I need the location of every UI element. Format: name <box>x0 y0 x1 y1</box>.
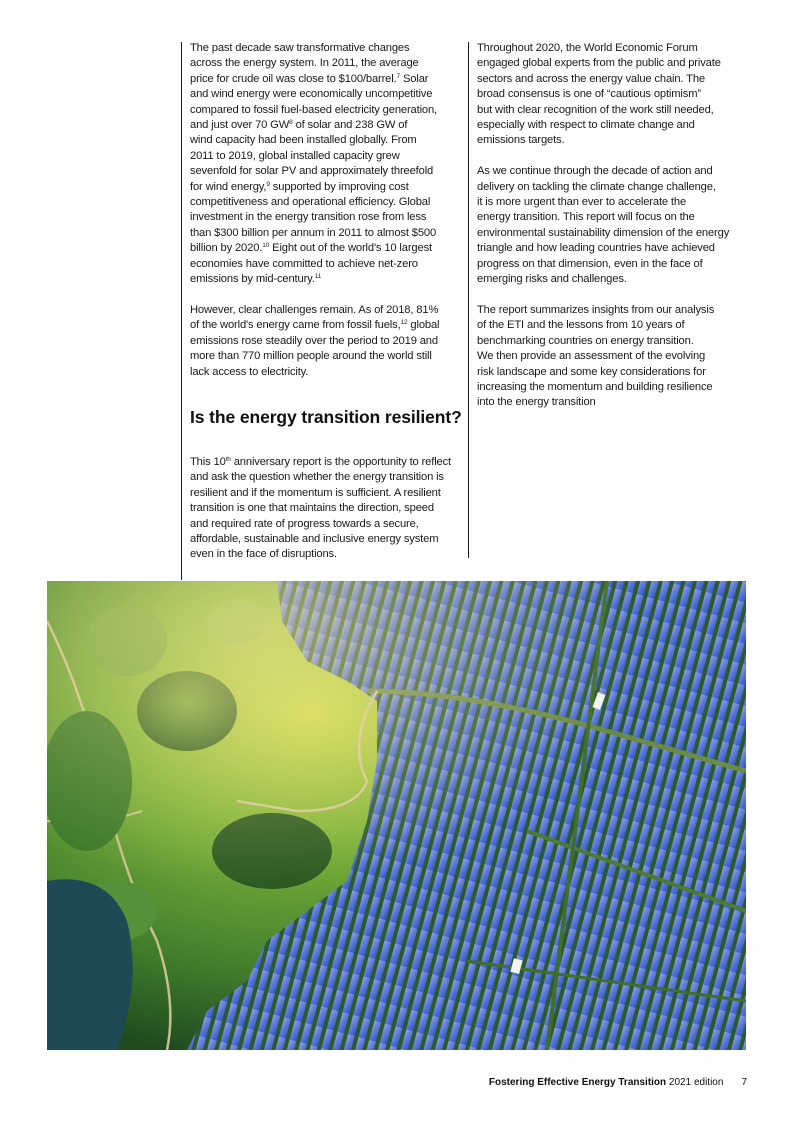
text-line: into the energy transition <box>477 396 596 409</box>
text-line: and ask the question whether the energy transition is <box>190 471 444 484</box>
right-paragraph-2 <box>477 164 747 287</box>
text-line: it is more urgent than ever to accelerate the <box>477 196 687 209</box>
superscript: th <box>225 456 231 463</box>
footnote-ref: 8 <box>289 119 293 127</box>
text-line: and just over 70 $GW^8$ of solar and 238 GW of <box>190 119 408 132</box>
text-line: increasing the momentum and building resilience <box>477 380 713 393</box>
text-line: but with clear recognition of the work still needed, <box>477 103 714 116</box>
text-line: 2011 to 2019, global installed capacity grew <box>190 149 400 162</box>
text-line: than $300 billion per annum in 2011 to almost $500 <box>190 226 437 239</box>
text-line: especially with respect to climate change and <box>477 119 695 132</box>
text-line: broad consensus is one of “cautious optimism” <box>477 88 701 101</box>
left-column-lower <box>190 455 462 578</box>
text-line: billion by 2020.10 Eight out of the world's 10 largest <box>190 242 432 255</box>
text-line: resilient and if the momentum is sufficient. A resilient <box>190 486 441 499</box>
footnote-ref: 9 <box>266 180 270 188</box>
text-line: emissions targets. <box>477 134 565 147</box>
text-line: energy transition. This report will focus on the <box>477 211 695 224</box>
text-line: and required rate of progress towards a secure, <box>190 517 419 530</box>
footnote-ref: 11 <box>314 273 322 281</box>
text-line: competitiveness and operational efficiency. Global <box>190 196 431 209</box>
text-line: progress on that dimension, even in the face of <box>477 257 703 270</box>
right-paragraph-1 <box>477 41 747 149</box>
page-number: 7 <box>741 1077 747 1088</box>
text-line: risk landscape and some key considerations for <box>477 365 706 378</box>
text-line: sevenfold for solar PV and approximately threefold <box>190 165 434 178</box>
footer-edition: 2021 edition <box>666 1077 724 1088</box>
text-line: delivery on tackling the climate change challenge, <box>477 180 716 193</box>
solar-farm-aerial-photo <box>47 581 746 1050</box>
text-line: compared to fossil fuel-based electricity generation, <box>190 103 438 116</box>
text-line: sectors and across the energy value chain. The <box>477 72 705 85</box>
right-column <box>477 41 747 426</box>
text-line: transition is one that maintains the direction, speed <box>190 502 434 515</box>
text-line: Throughout 2020, the World Economic Forum <box>477 42 698 54</box>
text-line: economies have committed to achieve net-zero <box>190 257 418 270</box>
text-line: emerging risks and challenges. <box>477 273 627 286</box>
text-line: and wind energy were economically uncompetitive <box>190 88 433 101</box>
text-line: triangle and how leading countries have achieved <box>477 242 715 255</box>
section-heading: Is the energy transition resilient? <box>190 407 462 427</box>
text-line: emissions by mid-century.$^{11}$ <box>190 273 322 286</box>
text-line: across the energy system. In 2011, the average <box>190 57 419 70</box>
text-line: engaged global experts from the public and private <box>477 57 721 70</box>
left-paragraph-1 <box>190 41 462 288</box>
text-line: We then provide an assessment of the evolving <box>477 350 706 363</box>
left-column <box>190 41 462 395</box>
text-line: The past decade saw transformative changes <box>190 42 410 54</box>
text-line: However, clear challenges remain. As of 2018, 81% <box>190 303 439 316</box>
text-line: of the world's energy came from fossil fuels,$^{12}$ global <box>190 319 440 332</box>
text-line: wind capacity had been installed globally. From <box>190 134 417 147</box>
text-line: The report summarizes insights from our analysis <box>477 303 715 316</box>
text-line: benchmarking countries on energy transition. <box>477 334 694 347</box>
text-line: investment in the energy transition rose from less <box>190 211 427 224</box>
text-line: more than 770 million people around the world still <box>190 350 432 363</box>
text-line: emissions rose steadily over the period to 2019 and <box>190 334 438 347</box>
text-line: environmental sustainability dimension of the energy <box>477 226 730 239</box>
text-line: This 10th anniversary report is the opportunity to reflect <box>190 456 452 468</box>
page-footer <box>489 1077 747 1088</box>
text-line: affordable, sustainable and inclusive energy system <box>190 533 439 546</box>
column-rule-middle <box>468 42 469 558</box>
text-line: for wind energy,$^9$ supported by improving cost <box>190 180 409 193</box>
right-paragraph-3 <box>477 303 747 411</box>
solar-farm-illustration <box>47 581 746 1050</box>
footnote-ref: 7 <box>396 72 401 80</box>
footnote-ref: 12 <box>400 319 408 327</box>
column-rule-left <box>181 42 182 580</box>
text-line: lack access to electricity. <box>190 365 309 378</box>
left-paragraph-3 <box>190 455 462 563</box>
footer-report-title: Fostering Effective Energy Transition <box>488 1077 667 1088</box>
text-line: price for crude oil was close to $100/barrel.$^7$ Solar <box>190 72 429 85</box>
text-line: As we continue through the decade of action and <box>477 165 713 178</box>
text-line: even in the face of disruptions. <box>190 548 337 561</box>
left-paragraph-2 <box>190 303 462 380</box>
text-line: of the ETI and the lessons from 10 years of <box>477 319 685 332</box>
footnote-ref: 10 <box>262 242 270 250</box>
